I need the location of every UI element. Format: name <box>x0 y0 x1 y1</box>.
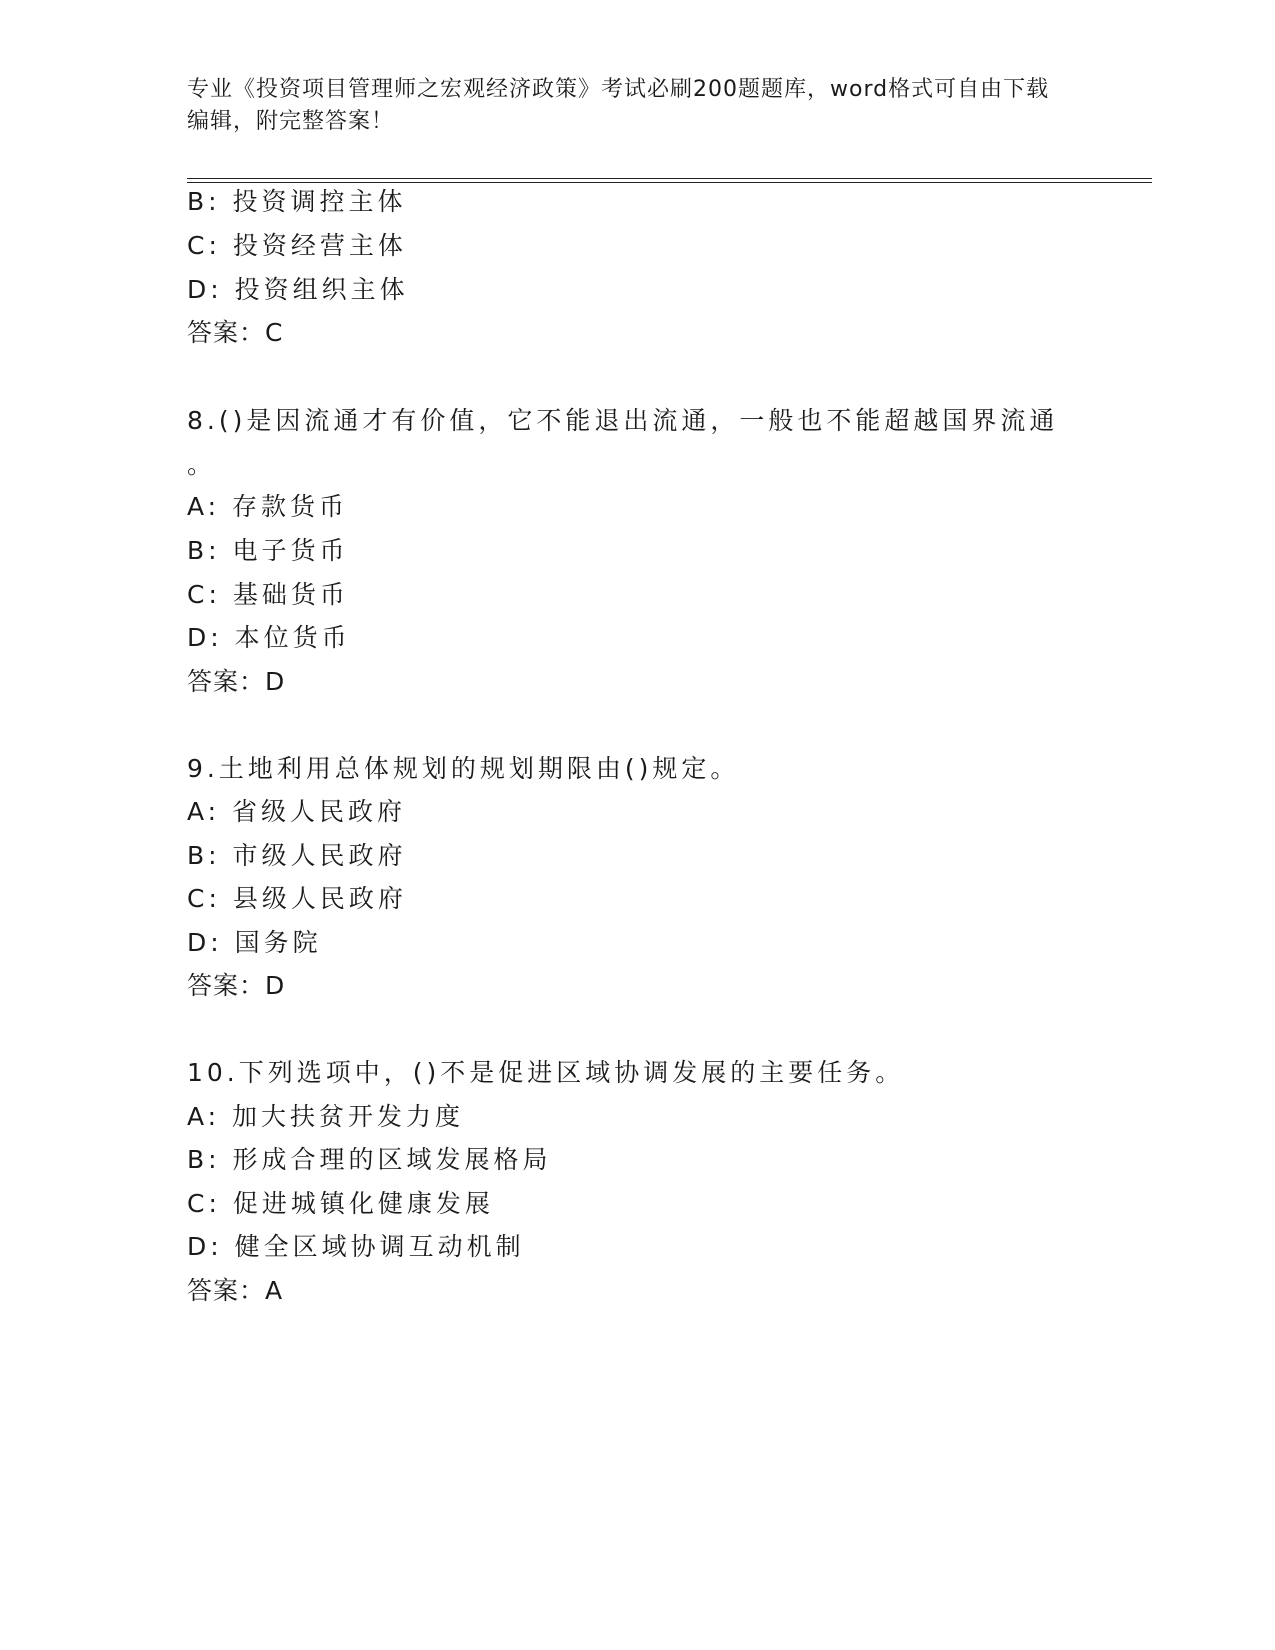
q9-stem: 9.土地利用总体规划的规划期限由()规定。 <box>187 754 740 783</box>
q8-option-b: B: 电子货币 <box>187 536 349 565</box>
q10-option-d: D: 健全区域协调互动机制 <box>187 1232 525 1261</box>
q8-stem-line2: 。 <box>187 450 217 479</box>
q9-option-c: C: 县级人民政府 <box>187 884 407 913</box>
q10-answer: 答案：A <box>187 1276 284 1305</box>
q10-option-c: C: 促进城镇化健康发展 <box>187 1189 494 1218</box>
q8-option-d: D: 本位货币 <box>187 623 351 652</box>
q7-option-c: C: 投资经营主体 <box>187 231 407 260</box>
q7-option-d: D: 投资组织主体 <box>187 275 409 304</box>
q8-answer: 答案：D <box>187 667 286 696</box>
document-header: 专业《投资项目管理师之宏观经济政策》考试必刷200题题库，word格式可自由下载编辑，附完整答案！ <box>187 77 1050 134</box>
q7-answer: 答案：C <box>187 318 284 347</box>
q10-option-a: A: 加大扶贫开发力度 <box>187 1102 465 1131</box>
q9-option-d: D: 国务院 <box>187 928 322 957</box>
q10-option-b: B: 形成合理的区域发展格局 <box>187 1145 552 1174</box>
q9-option-a: A: 省级人民政府 <box>187 797 407 826</box>
q10-stem: 10.下列选项中，()不是促进区域协调发展的主要任务。 <box>187 1058 905 1087</box>
q9-option-b: B: 市级人民政府 <box>187 841 407 870</box>
q9-answer: 答案：D <box>187 971 286 1000</box>
q8-option-a: A: 存款货币 <box>187 492 349 521</box>
header-rule-top <box>187 178 1152 179</box>
q7-option-b: B: 投资调控主体 <box>187 187 407 216</box>
header-rule-bottom <box>187 182 1152 183</box>
q8-stem-line1: 8.()是因流通才有价值，它不能退出流通，一般也不能超越国界流通 <box>187 406 1059 435</box>
q8-option-c: C: 基础货币 <box>187 580 349 609</box>
